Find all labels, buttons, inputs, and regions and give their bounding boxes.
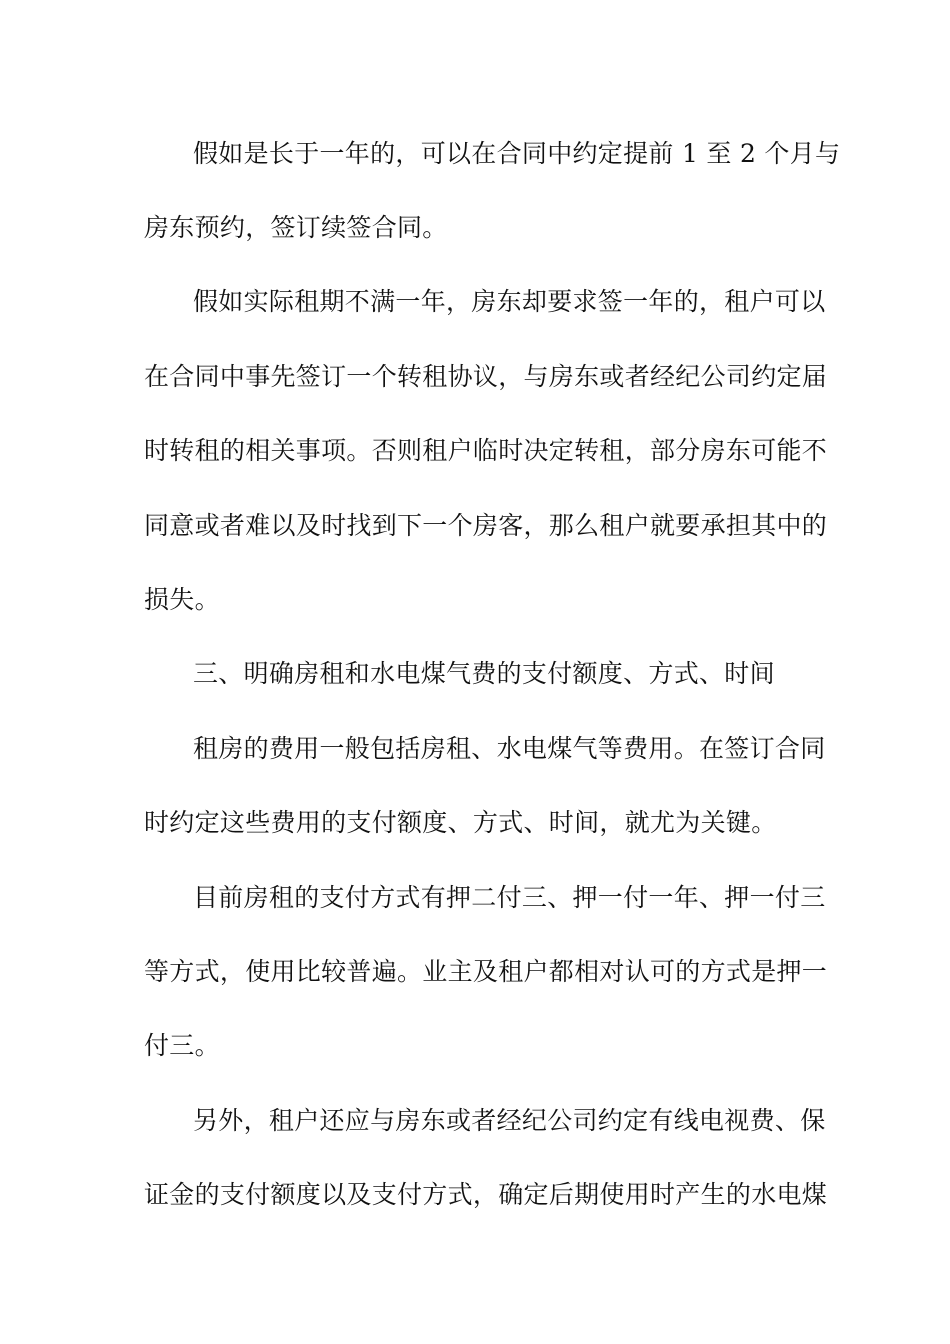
paragraph-4-line-3: 付三。 <box>144 1031 220 1060</box>
section-heading: 三、明确房租和水电煤气费的支付额度、方式、时间 <box>193 659 775 688</box>
paragraph-2-line-1: 假如实际租期不满一年，房东却要求签一年的，租户可以 <box>193 287 826 316</box>
paragraph-2-line-5: 损失。 <box>144 585 220 614</box>
paragraph-2-line-3: 时转租的相关事项。否则租户临时决定转租，部分房东可能不 <box>144 436 828 465</box>
paragraph-4-line-2: 等方式，使用比较普遍。业主及租户都相对认可的方式是押一 <box>144 957 828 986</box>
paragraph-1-line-1: 假如是长于一年的，可以在合同中约定提前 1 至 2 个月与 <box>193 139 841 168</box>
paragraph-5-line-2: 证金的支付额度以及支付方式，确定后期使用时产生的水电煤 <box>144 1180 828 1209</box>
paragraph-2-line-4: 同意或者难以及时找到下一个房客，那么租户就要承担其中的 <box>144 511 828 540</box>
paragraph-3-line-1: 租房的费用一般包括房租、水电煤气等费用。在签订合同 <box>193 734 826 763</box>
paragraph-2-line-2: 在合同中事先签订一个转租协议，与房东或者经纪公司约定届 <box>144 362 828 391</box>
paragraph-3-line-2: 时约定这些费用的支付额度、方式、时间，就尤为关键。 <box>144 808 777 837</box>
paragraph-4-line-1: 目前房租的支付方式有押二付三、押一付一年、押一付三 <box>193 883 826 912</box>
paragraph-1-line-2: 房东预约，签订续签合同。 <box>144 213 448 242</box>
paragraph-5-line-1: 另外，租户还应与房东或者经纪公司约定有线电视费、保 <box>193 1106 826 1135</box>
